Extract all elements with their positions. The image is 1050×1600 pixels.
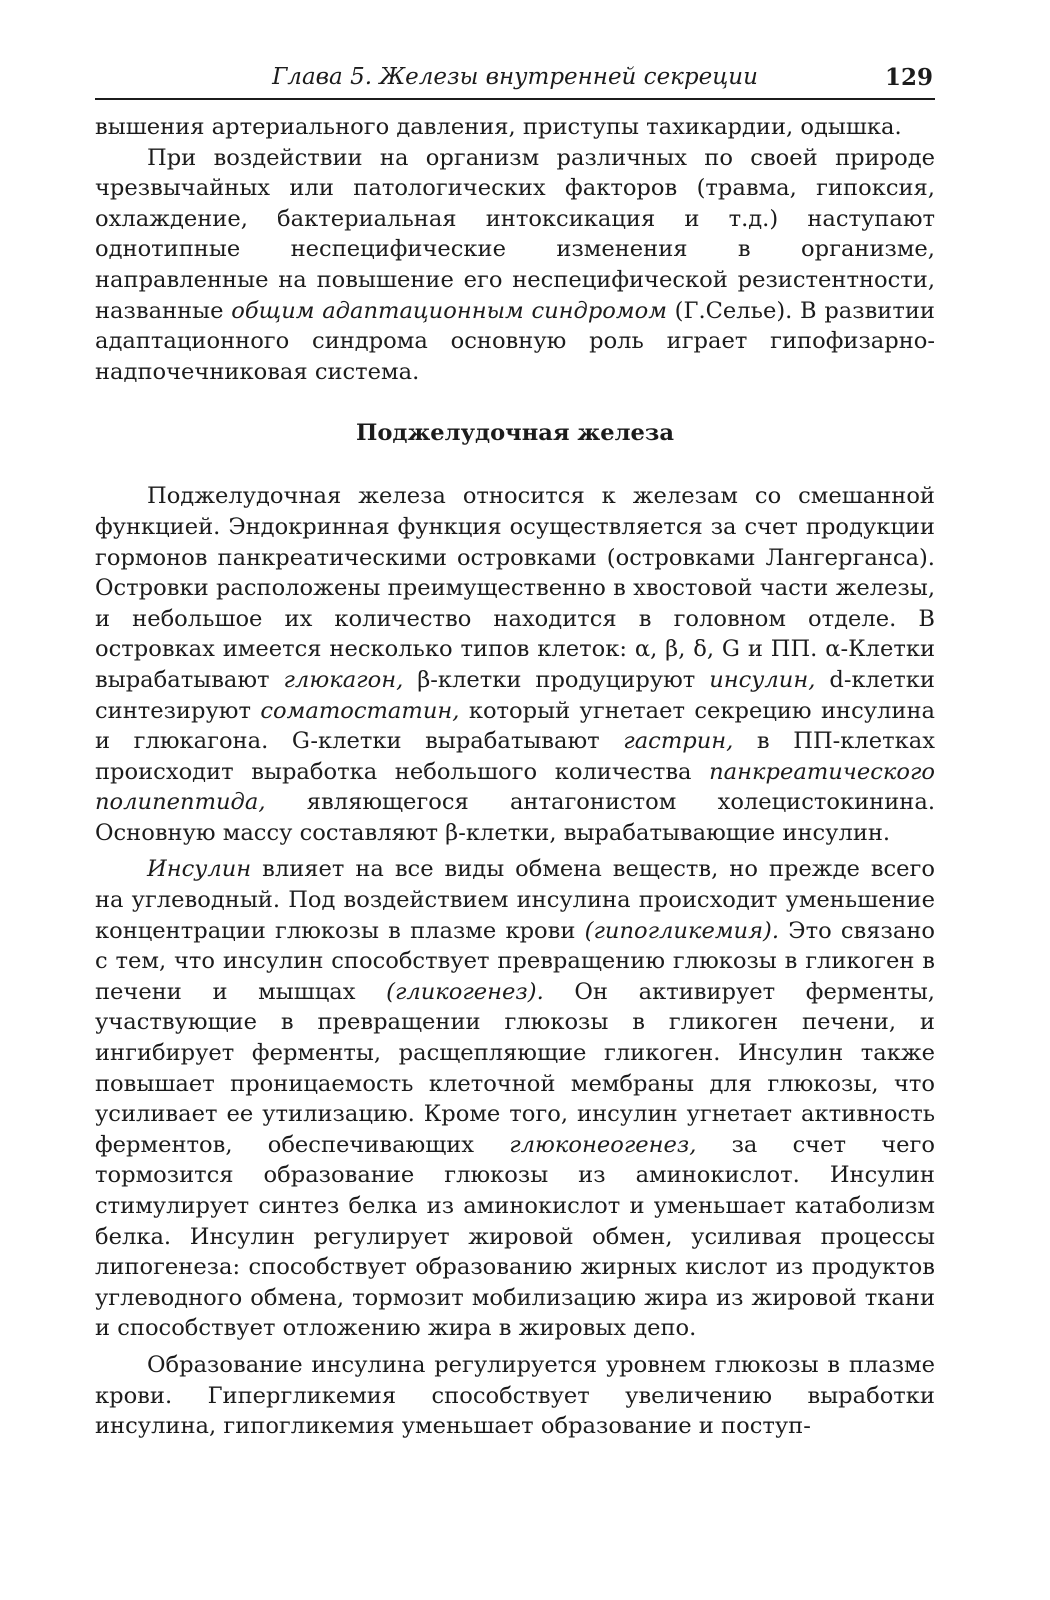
- paragraph-3-text-b: β-клетки продуцируют: [403, 666, 710, 693]
- paragraph-4: [95, 854, 935, 1344]
- paragraph-3-text-c: d-клетки синтезируют: [95, 666, 935, 724]
- paragraph-1-text: вышения артериального давления, приступы тахикардии, одышка.: [95, 114, 902, 140]
- term-glucagon: глюкагон,: [283, 666, 404, 693]
- paragraph-1: [95, 112, 935, 143]
- term-pancreatic-polypeptide: панкреатического полипептида,: [95, 758, 935, 816]
- page-body: [95, 112, 935, 1442]
- paragraph-3: [95, 481, 935, 848]
- paragraph-2-text-a: При воздействии на организм различных по своей природе чрезвычайных или патологических факторов (травма, гипоксия, охлаждение, бактериальная интоксикация и т.д.) наступают однотипные неспецифические изменения в организме, направленные на повышение его неспецифической резистентности, названные: [95, 144, 935, 324]
- paragraph-2: [95, 143, 935, 388]
- paragraph-3-text-e: в ПП-клетках происходит выработка небольшого количества: [95, 728, 935, 785]
- paragraph-4-text-d: за счет чего тормозится образование глюкозы из аминокислот. Инсулин стимулирует синтез белка из аминокислот и уменьшает катаболизм белка. Инсулин регулирует жировой обмен, усиливая процессы липогенеза: способствует образованию жирных кислот из продуктов углеводного обмена, тормозит мобилизацию жира из жировой ткани и способствует отложению жира в жировых депо.: [95, 1131, 935, 1342]
- section-heading: Поджелудочная железа: [355, 420, 674, 447]
- paragraph-4-text-b: Это связано с тем, что инсулин способствует превращению глюкозы в гликоген в печени и мышцах: [95, 917, 935, 1005]
- paragraph-3-text-a: Поджелудочная железа относится к железам со смешанной функцией. Эндокринная функция осуществляется за счет продукции гормонов панкреатическими островками (островками Лангерганса). Островки расположены преимущественно в хвостовой части железы, и небольшое их количество находится в головном отделе. В островках имеется несколько типов клеток: α, β, δ, G и ПП. α-Клетки вырабатывают: [95, 483, 935, 693]
- paragraph-5-text: Образование инсулина регулируется уровнем глюкозы в плазме крови. Гипергликемия способствует увеличению выработки инсулина, гипогликемия уменьшает образование и поступ-: [95, 1351, 935, 1440]
- term-hypoglycemia: (гипогликемия).: [584, 917, 780, 944]
- running-head: Глава 5. Железы внутренней секреции: [272, 64, 758, 90]
- term-gastrin: гастрин,: [623, 728, 734, 755]
- paragraph-3-text-f: являющегося антагонистом холецистокинина. Основную массу составляют β-клетки, вырабатывающие инсулин.: [95, 789, 935, 846]
- paragraph-2-text-b: (Г.Селье). В развитии адаптационного синдрома основную роль играет гипофизарно-надпочечниковая система.: [95, 297, 935, 385]
- term-glycogenesis: (гликогенез).: [386, 978, 544, 1005]
- paragraph-4-text-a: влияет на все виды обмена веществ, но прежде всего на углеводный. Под воздействием инсулина происходит уменьшение концентрации глюкозы в плазме крови: [95, 856, 935, 944]
- paragraph-2-emphasis: общим адаптационным синдромом: [231, 297, 667, 324]
- paragraph-3-text-d: который угнетает секрецию инсулина и глюкагона. G-клетки вырабатывают: [95, 697, 936, 755]
- paragraph-5: [95, 1350, 935, 1442]
- page-number: 129: [884, 64, 933, 91]
- term-insulin-lead: Инсулин: [147, 856, 252, 883]
- paragraph-4-text-c: Он активирует ферменты, участвующие в превращении глюкозы в гликоген печени, и ингибирует ферменты, расщепляющие гликоген. Инсулин также повышает проницаемость клеточной мембраны для глюкозы, что усиливает ее утилизацию. Кроме того, инсулин угнетает активность ферментов, обеспечивающих: [95, 978, 935, 1158]
- term-somatostatin: соматостатин,: [260, 697, 460, 724]
- term-insulin: инсулин,: [709, 666, 816, 693]
- term-gluconeogenesis: глюконеогенез,: [509, 1131, 697, 1158]
- page-header: [95, 60, 935, 100]
